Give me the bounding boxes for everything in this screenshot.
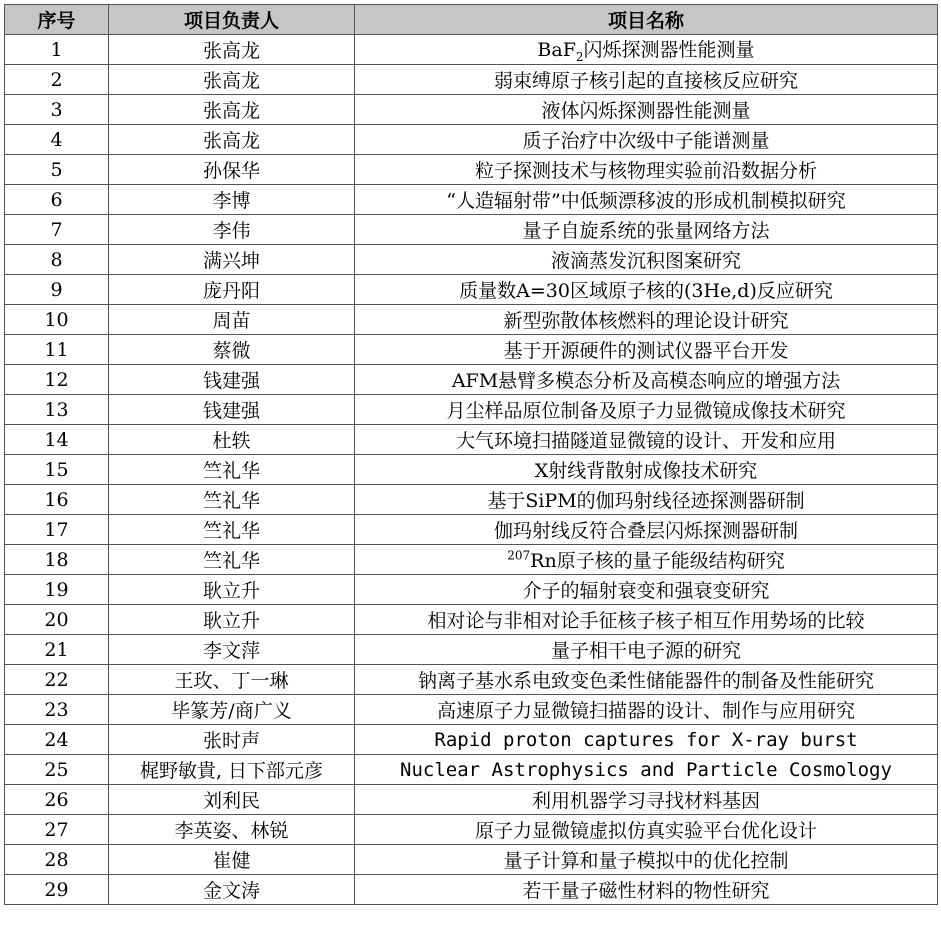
cell-no: 18 xyxy=(5,545,109,575)
table-row xyxy=(5,485,938,515)
cell-title: 新型弥散体核燃料的理论设计研究 xyxy=(355,305,938,335)
cell-no: 23 xyxy=(5,695,109,725)
table-row xyxy=(5,695,938,725)
cell-title: Nuclear Astrophysics and Particle Cosmology xyxy=(355,755,938,785)
subscript-2: 2 xyxy=(575,49,584,64)
cell-lead: 庞丹阳 xyxy=(109,275,355,305)
cell-title: 量子相干电子源的研究 xyxy=(355,635,938,665)
cell-title: 月尘样品原位制备及原子力显微镜成像技术研究 xyxy=(355,395,938,425)
cell-lead: 梶野敏貴, 日下部元彦 xyxy=(109,755,355,785)
cell-no: 12 xyxy=(5,365,109,395)
cell-title: 基于开源硬件的测试仪器平台开发 xyxy=(355,335,938,365)
cell-title: 伽玛射线反符合叠层闪烁探测器研制 xyxy=(355,515,938,545)
cell-lead: 李博 xyxy=(109,185,355,215)
cell-no: 20 xyxy=(5,605,109,635)
table-row xyxy=(5,395,938,425)
table-body xyxy=(5,35,938,905)
cell-no: 27 xyxy=(5,815,109,845)
table-row xyxy=(5,515,938,545)
cell-title: AFM悬臂多模态分析及高模态响应的增强方法 xyxy=(355,365,938,395)
cell-title: $^{207}$Rn原子核的量子能级结构研究 xyxy=(355,545,938,575)
cell-no: 25 xyxy=(5,755,109,785)
table-row xyxy=(5,575,938,605)
cell-title: 液体闪烁探测器性能测量 xyxy=(355,95,938,125)
header-lead: 项目负责人 xyxy=(109,5,355,35)
cell-lead: 钱建强 xyxy=(109,365,355,395)
table-row xyxy=(5,185,938,215)
cell-title: 原子力显微镜虚拟仿真实验平台优化设计 xyxy=(355,815,938,845)
table-row xyxy=(5,275,938,305)
cell-lead: 张高龙 xyxy=(109,65,355,95)
cell-no: 21 xyxy=(5,635,109,665)
cell-no: 9 xyxy=(5,275,109,305)
cell-no: 3 xyxy=(5,95,109,125)
cell-title: 利用机器学习寻找材料基因 xyxy=(355,785,938,815)
cell-lead: 钱建强 xyxy=(109,395,355,425)
cell-title: 钠离子基水系电致变色柔性储能器件的制备及性能研究 xyxy=(355,665,938,695)
table-row xyxy=(5,845,938,875)
table-row xyxy=(5,95,938,125)
cell-lead: 竺礼华 xyxy=(109,545,355,575)
table-row xyxy=(5,605,938,635)
cell-no: 1 xyxy=(5,35,109,65)
cell-title: “人造辐射带”中低频漂移波的形成机制模拟研究 xyxy=(355,185,938,215)
cell-no: 26 xyxy=(5,785,109,815)
table-row xyxy=(5,365,938,395)
cell-title: Rapid proton captures for X-ray burst xyxy=(355,725,938,755)
cell-title: 基于SiPM的伽玛射线径迹探测器研制 xyxy=(355,485,938,515)
header-title: 项目名称 xyxy=(355,5,938,35)
cell-no: 7 xyxy=(5,215,109,245)
table-row xyxy=(5,635,938,665)
cell-title: 介子的辐射衰变和强衰变研究 xyxy=(355,575,938,605)
cell-title: 量子自旋系统的张量网络方法 xyxy=(355,215,938,245)
cell-lead: 耿立升 xyxy=(109,575,355,605)
cell-lead: 李伟 xyxy=(109,215,355,245)
cell-no: 10 xyxy=(5,305,109,335)
cell-title: 液滴蒸发沉积图案研究 xyxy=(355,245,938,275)
cell-lead: 张时声 xyxy=(109,725,355,755)
table-row xyxy=(5,245,938,275)
cell-no: 6 xyxy=(5,185,109,215)
table-row xyxy=(5,665,938,695)
table-row xyxy=(5,335,938,365)
cell-lead: 杜轶 xyxy=(109,425,355,455)
cell-lead: 张高龙 xyxy=(109,35,355,65)
project-table xyxy=(4,4,938,905)
cell-lead: 刘利民 xyxy=(109,785,355,815)
cell-title: 质量数A=30区域原子核的(3He,d)反应研究 xyxy=(355,275,938,305)
table-row xyxy=(5,725,938,755)
cell-lead: 毕篆芳/商广义 xyxy=(109,695,355,725)
cell-title: 粒子探测技术与核物理实验前沿数据分析 xyxy=(355,155,938,185)
cell-title: 大气环境扫描隧道显微镜的设计、开发和应用 xyxy=(355,425,938,455)
cell-lead: 王玫、丁一琳 xyxy=(109,665,355,695)
cell-no: 15 xyxy=(5,455,109,485)
cell-no: 28 xyxy=(5,845,109,875)
table-row xyxy=(5,65,938,95)
cell-title: 质子治疗中次级中子能谱测量 xyxy=(355,125,938,155)
cell-lead: 竺礼华 xyxy=(109,455,355,485)
cell-title: 若干量子磁性材料的物性研究 xyxy=(355,875,938,905)
cell-no: 14 xyxy=(5,425,109,455)
table-row xyxy=(5,155,938,185)
cell-no: 11 xyxy=(5,335,109,365)
cell-no: 17 xyxy=(5,515,109,545)
table-row xyxy=(5,755,938,785)
cell-lead: 崔健 xyxy=(109,845,355,875)
cell-no: 13 xyxy=(5,395,109,425)
table-row xyxy=(5,815,938,845)
cell-no: 22 xyxy=(5,665,109,695)
cell-lead: 满兴坤 xyxy=(109,245,355,275)
header-no: 序号 xyxy=(5,5,109,35)
table-row xyxy=(5,785,938,815)
cell-lead: 孙保华 xyxy=(109,155,355,185)
cell-lead: 周苗 xyxy=(109,305,355,335)
cell-no: 8 xyxy=(5,245,109,275)
cell-no: 5 xyxy=(5,155,109,185)
cell-lead: 竺礼华 xyxy=(109,515,355,545)
table-row xyxy=(5,875,938,905)
cell-lead: 金文涛 xyxy=(109,875,355,905)
cell-no: 29 xyxy=(5,875,109,905)
table-row xyxy=(5,215,938,245)
cell-lead: 耿立升 xyxy=(109,605,355,635)
cell-lead: 李文萍 xyxy=(109,635,355,665)
cell-title: 相对论与非相对论手征核子核子相互作用势场的比较 xyxy=(355,605,938,635)
cell-lead: 竺礼华 xyxy=(109,485,355,515)
table-header xyxy=(5,5,938,35)
header-row xyxy=(5,5,938,35)
cell-no: 4 xyxy=(5,125,109,155)
table-row xyxy=(5,305,938,335)
cell-lead: 蔡微 xyxy=(109,335,355,365)
cell-title: X射线背散射成像技术研究 xyxy=(355,455,938,485)
cell-lead: 张高龙 xyxy=(109,125,355,155)
cell-no: 24 xyxy=(5,725,109,755)
table-row xyxy=(5,125,938,155)
cell-no: 2 xyxy=(5,65,109,95)
cell-title: 高速原子力显微镜扫描器的设计、制作与应用研究 xyxy=(355,695,938,725)
table-row xyxy=(5,455,938,485)
table-row xyxy=(5,545,938,575)
cell-title: 弱束缚原子核引起的直接核反应研究 xyxy=(355,65,938,95)
cell-no: 16 xyxy=(5,485,109,515)
cell-title: BaF$_2$闪烁探测器性能测量 xyxy=(355,35,938,65)
table-row xyxy=(5,35,938,65)
cell-title: 量子计算和量子模拟中的优化控制 xyxy=(355,845,938,875)
table-row xyxy=(5,425,938,455)
cell-no: 19 xyxy=(5,575,109,605)
cell-lead: 李英姿、林锐 xyxy=(109,815,355,845)
isotope-mass-number: 207 xyxy=(507,548,531,563)
cell-lead: 张高龙 xyxy=(109,95,355,125)
